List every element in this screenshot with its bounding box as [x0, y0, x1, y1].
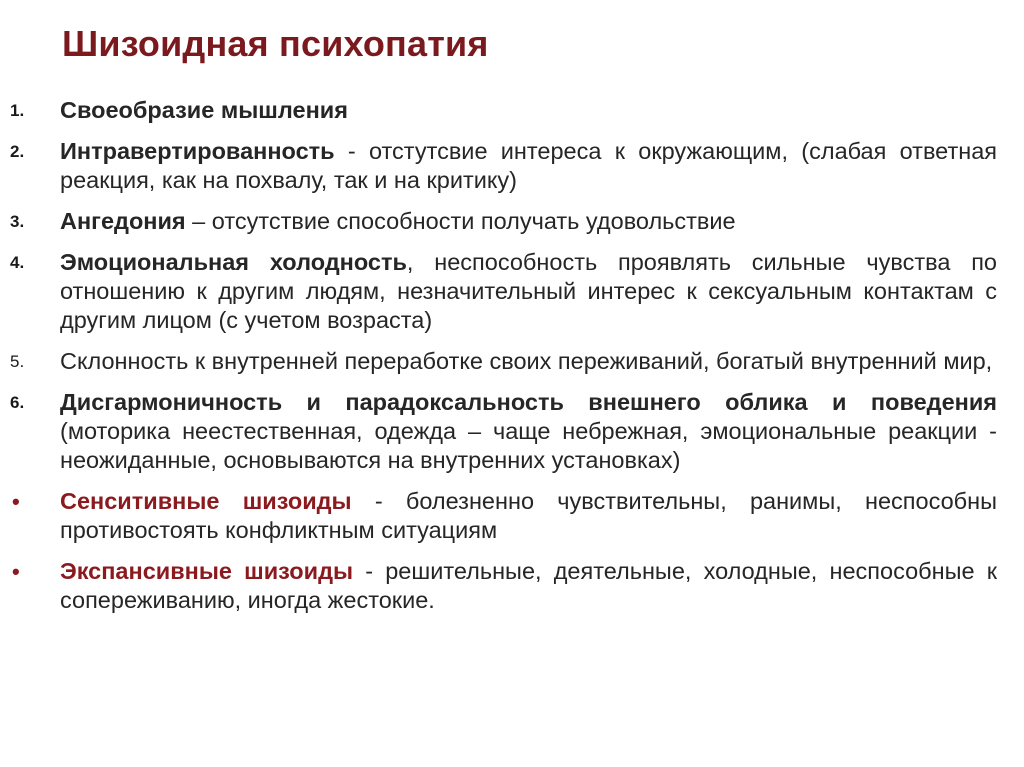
- list-item-term: Эмоциональная холодность: [60, 249, 407, 275]
- list-item-text: [60, 137, 997, 195]
- list-marker: 3.: [10, 212, 25, 231]
- list-item-description: - решительные, деятельные, холодные, неспособные к сопереживанию, иногда жестокие.: [60, 558, 997, 613]
- list-item-term: Дисгармоничность и парадоксальность внешнего облика и поведения: [60, 389, 997, 415]
- content-list: [0, 96, 1024, 627]
- list-item-text: [60, 248, 997, 335]
- bullet-icon: •: [12, 489, 20, 514]
- list-marker: 1.: [10, 101, 25, 120]
- slide-title: Шизоидная психопатия: [62, 23, 489, 64]
- list-marker: 5.: [10, 352, 25, 371]
- list-item-text: [60, 96, 997, 125]
- list-item-description: - болезненно чувствительны, ранимы, неспособны противостоять конфликтным ситуациям: [60, 488, 997, 543]
- list-item-text: [60, 347, 997, 376]
- list-item-description: , неспособность проявлять сильные чувства по отношению к другим людям, незначительный интерес к сексуальным контактам с другим лицом (с учетом возраста): [60, 249, 997, 333]
- list-item-term: Своеобразие мышления: [60, 97, 348, 123]
- list-item-description: (моторика неестественная, одежда – чаще небрежная, эмоциональные реакции - неожиданные, основываются на внутренних установках): [60, 418, 997, 473]
- list-item-term: Экспансивные шизоиды: [60, 558, 354, 584]
- list-item-term: Ангедония: [60, 208, 186, 234]
- list-item-3: [0, 207, 1024, 236]
- list-item-text: [60, 207, 997, 236]
- list-item-6: [0, 388, 1024, 475]
- list-marker: 2.: [10, 142, 25, 161]
- list-item-description: - отстутсвие интереса к окружающим, (слабая ответная реакция, как на похвалу, так и на критику): [60, 138, 997, 193]
- list-item-term: Интравертированность: [60, 138, 335, 164]
- list-item-text: [60, 557, 997, 615]
- list-marker: 6.: [10, 393, 25, 412]
- list-marker: 4.: [10, 253, 25, 272]
- list-item-description: – отсутствие способности получать удовольствие: [185, 208, 736, 234]
- list-item-description: Склонность к внутренней переработке своих переживаний, богатый внутренний мир,: [60, 348, 993, 374]
- list-item-term: Сенситивные шизоиды: [60, 488, 352, 514]
- list-item-4: [0, 248, 1024, 335]
- list-item-text: [60, 388, 997, 475]
- list-item-text: [60, 487, 997, 545]
- list-item-5: [0, 347, 1024, 376]
- bullet-item-expansive: [0, 557, 1024, 615]
- bullet-icon: •: [12, 559, 20, 584]
- bullet-item-sensitive: [0, 487, 1024, 545]
- list-item-1: [0, 96, 1024, 125]
- list-item-2: [0, 137, 1024, 195]
